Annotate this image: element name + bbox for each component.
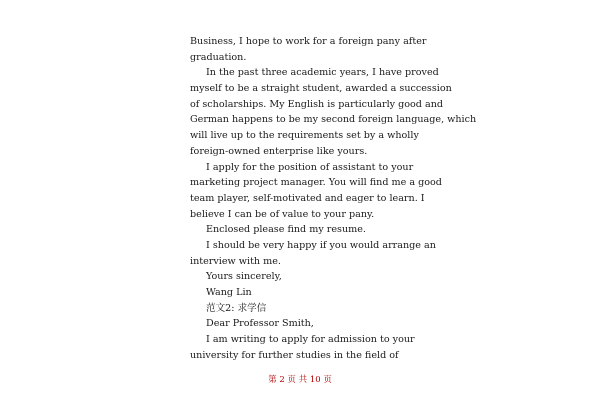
text-line: foreign-owned enterprise like yours.: [190, 145, 368, 157]
document-body: [190, 34, 477, 363]
text-line: German happens to be my second foreign language, which: [190, 114, 477, 126]
text-line: myself to be a straight student, awarded a succession: [190, 83, 452, 95]
salutation-line: Dear Professor Smith,: [206, 318, 314, 330]
text-line: of scholarships. My English is particularly good and: [190, 98, 444, 110]
text-line: university for further studies in the field of: [190, 349, 399, 361]
closing-line: Yours sincerely,: [206, 271, 282, 283]
text-line: team player, self-motivated and eager to learn. I: [190, 192, 425, 204]
text-line: marketing project manager. You will find me a good: [190, 177, 442, 189]
signature-name: Wang Lin: [206, 287, 252, 298]
page-number-footer: 第 2 页 共 10 页: [268, 375, 332, 385]
section-heading: 范文2: 求学信: [206, 302, 267, 314]
text-line: Enclosed please find my resume.: [206, 224, 366, 236]
text-line: In the past three academic years, I have proved: [206, 67, 439, 79]
text-line: graduation.: [190, 51, 247, 63]
text-line: believe I can be of value to your pany.: [190, 208, 375, 220]
text-line: interview with me.: [190, 255, 281, 267]
text-line: I should be very happy if you would arrange an: [206, 239, 436, 251]
text-line: Business, I hope to work for a foreign pany after: [190, 36, 427, 47]
text-line: will live up to the requirements set by a wholly: [190, 130, 419, 142]
text-line: I apply for the position of assistant to your: [206, 161, 414, 173]
text-line: I am writing to apply for admission to your: [206, 334, 415, 346]
